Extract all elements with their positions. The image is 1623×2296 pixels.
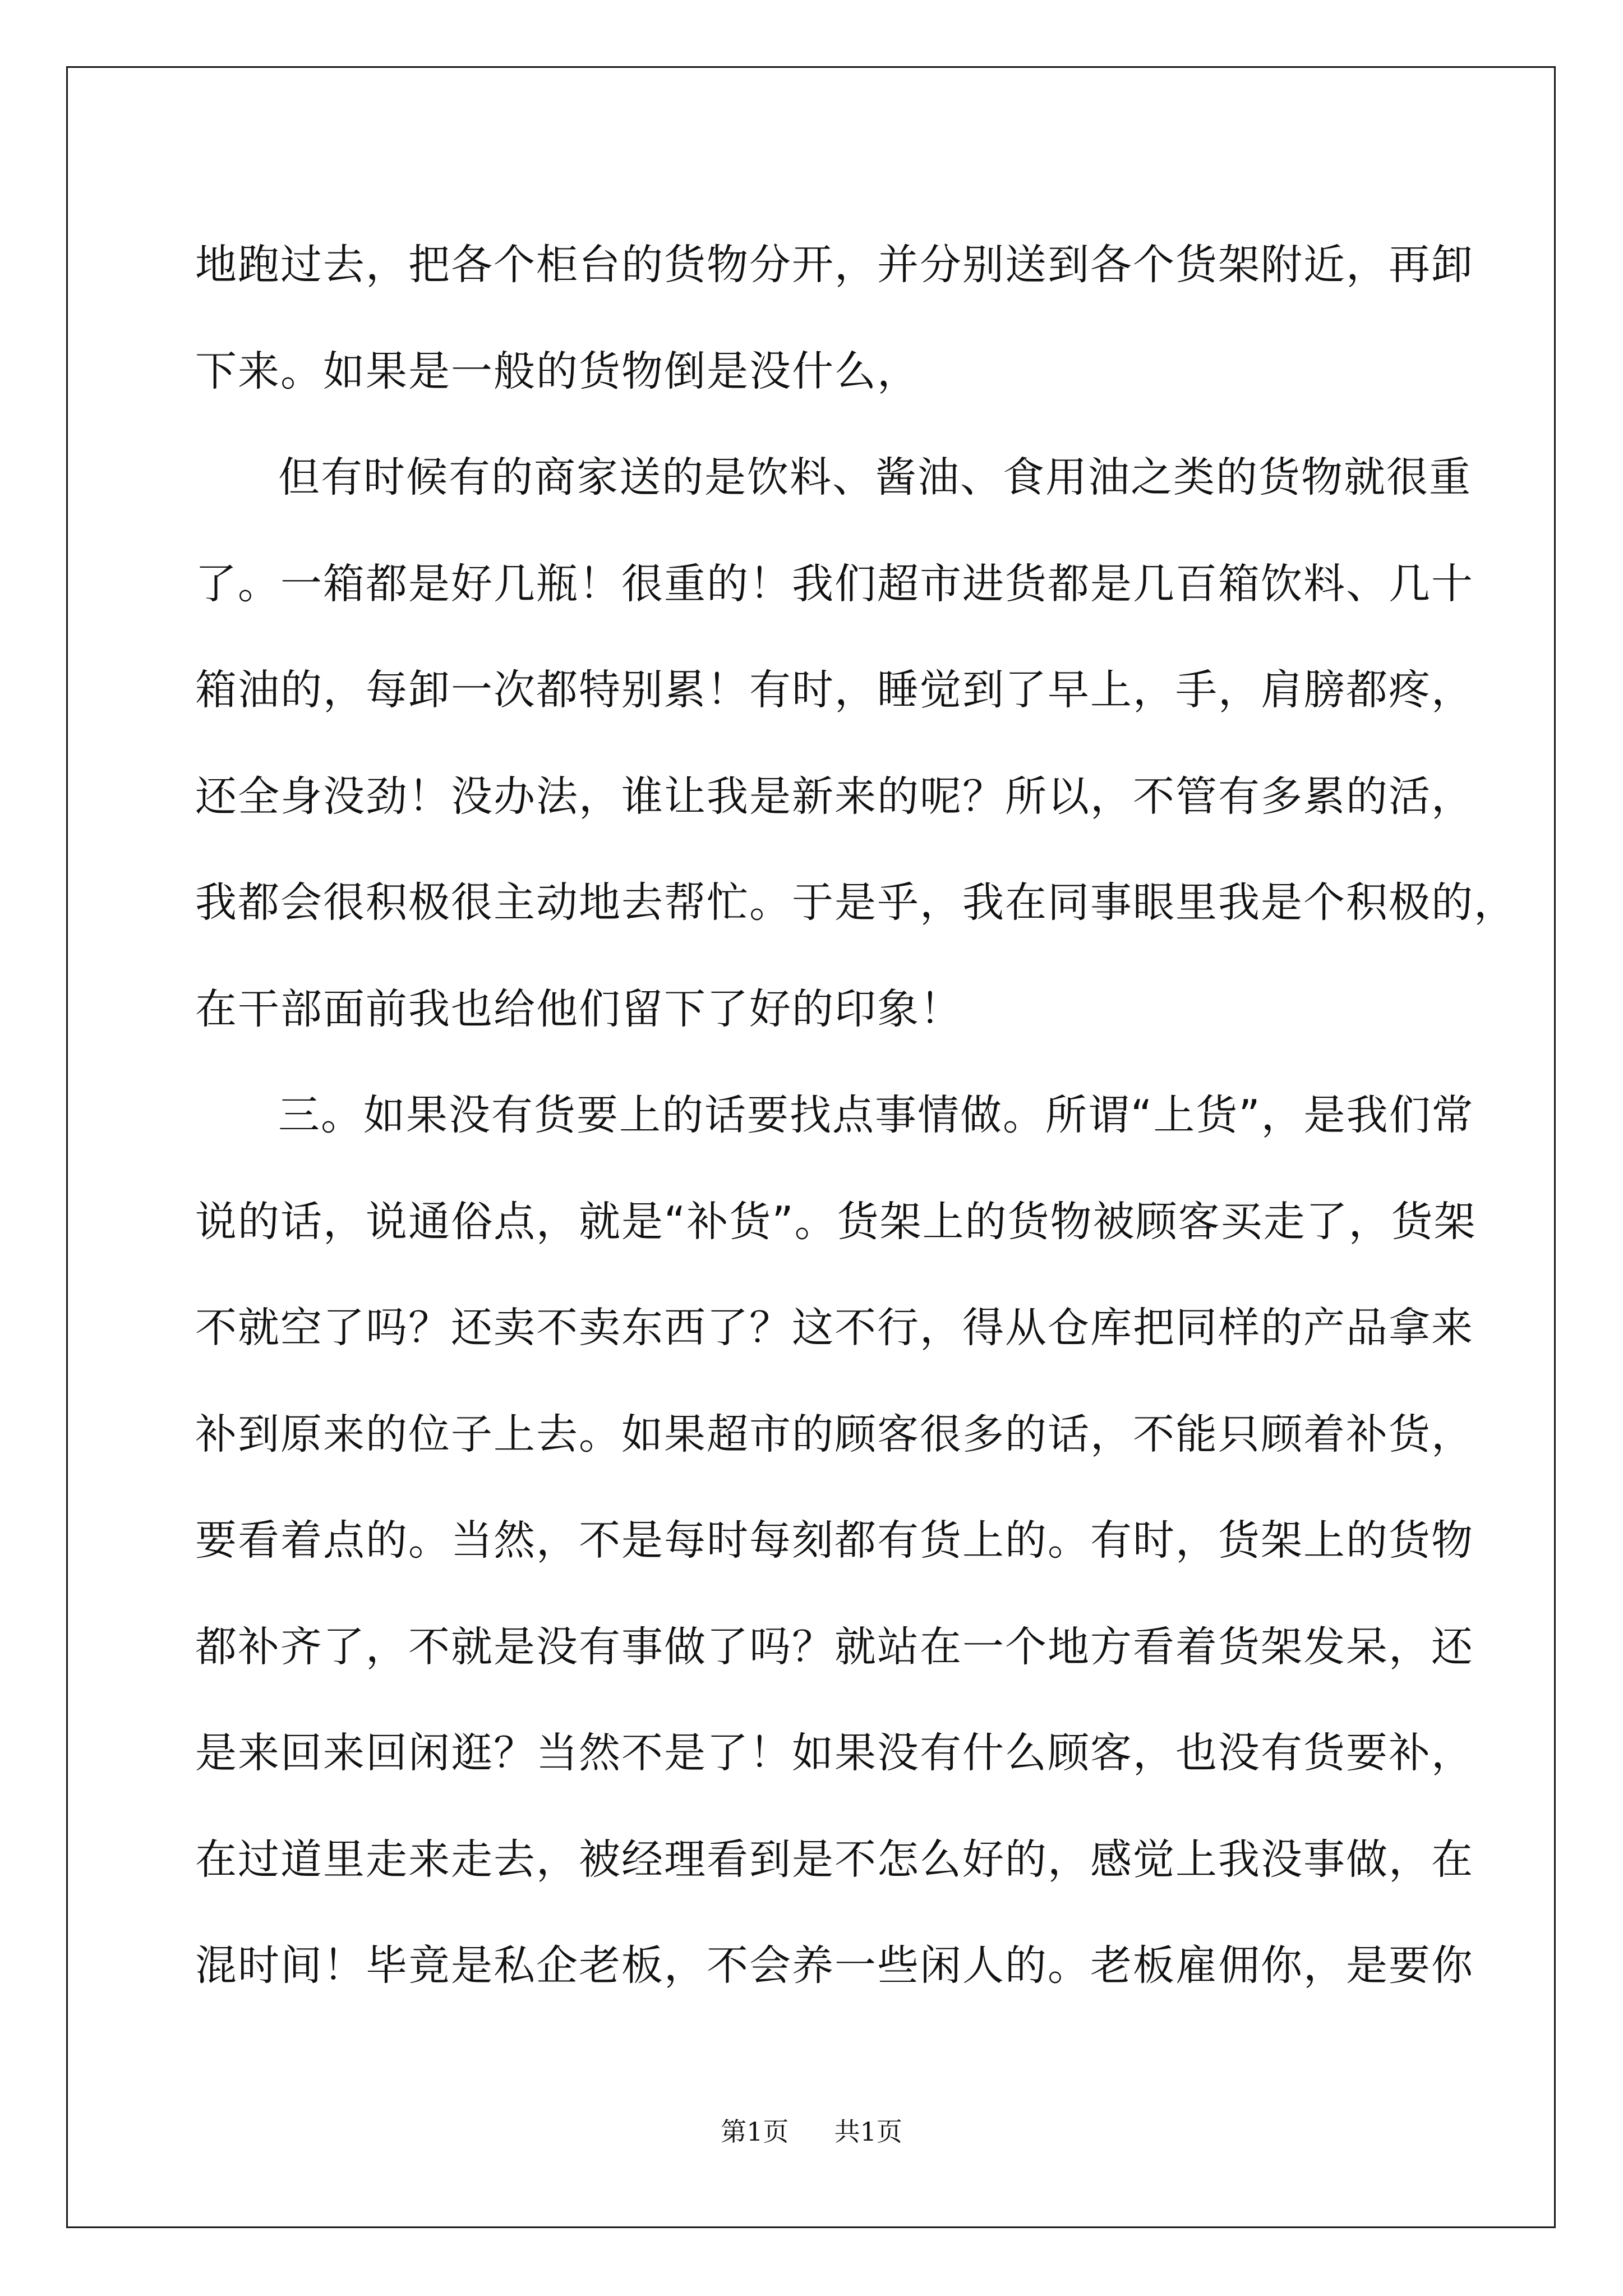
text-line: 混时间！毕竟是私企老板，不会养一些闲人的。老板雇佣你，是要你 [195, 1941, 1474, 1990]
text-line: 箱油的，每卸一次都特别累！有时，睡觉到了早上，手，肩膀都疼， [195, 666, 1474, 714]
text-line: 我都会很积极很主动地去帮忙。于是乎，我在同事眼里我是个积极的， [195, 878, 1516, 927]
text-line: 了。一箱都是好几瓶！很重的！我们超市进货都是几百箱饮料、几十 [195, 559, 1474, 608]
document-body [195, 212, 1516, 2019]
page-number-total: 共1页 [834, 2116, 902, 2147]
text-line: 三。如果没有货要上的话要找点事情做。所谓“上货”，是我们常 [278, 1091, 1474, 1139]
page-number-current: 第1页 [721, 2116, 789, 2147]
text-line: 还全身没劲！没办法，谁让我是新来的呢？所以，不管有多累的活， [195, 772, 1474, 821]
text-line: 是来回来回闲逛？当然不是了！如果没有什么顾客，也没有货要补， [195, 1729, 1474, 1777]
text-line: 地跑过去，把各个柜台的货物分开，并分别送到各个货架附近，再卸 [195, 241, 1474, 289]
text-line: 但有时候有的商家送的是饮料、酱油、食用油之类的货物就很重 [278, 453, 1472, 501]
text-line: 补到原来的位子上去。如果超市的顾客很多的话，不能只顾着补货， [195, 1410, 1474, 1458]
text-line: 在干部面前我也给他们留下了好的印象！ [195, 984, 962, 1033]
text-line: 下来。如果是一般的货物倒是没什么， [195, 347, 920, 395]
page-footer [0, 2111, 1623, 2148]
text-line: 都补齐了，不就是没有事做了吗？就站在一个地方看着货架发呆，还 [195, 1622, 1474, 1671]
text-line: 不就空了吗？还卖不卖东西了？这不行，得从仓库把同样的产品拿来 [195, 1304, 1474, 1352]
text-line: 在过道里走来走去，被经理看到是不怎么好的，感觉上我没事做，在 [195, 1835, 1474, 1884]
text-line: 要看着点的。当然，不是每时每刻都有货上的。有时，货架上的货物 [195, 1516, 1474, 1565]
text-line: 说的话，说通俗点，就是“补货”。货架上的货物被顾客买走了，货架 [195, 1197, 1477, 1246]
